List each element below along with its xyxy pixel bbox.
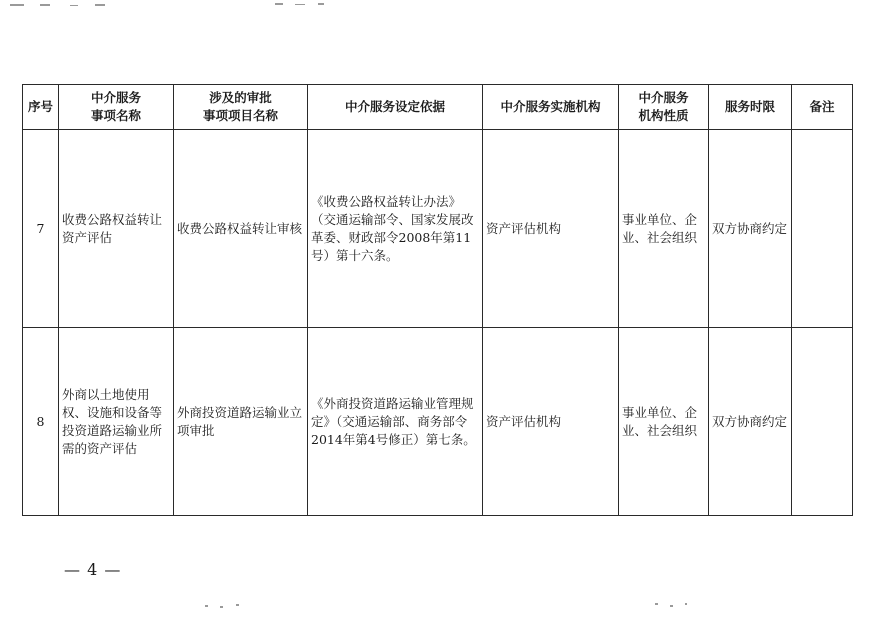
cell-seq: 8 — [23, 328, 59, 516]
header-remarks: 备注 — [792, 85, 853, 130]
header-approval-item: 涉及的审批 事项项目名称 — [174, 85, 308, 130]
header-basis: 中介服务设定依据 — [308, 85, 483, 130]
header-seq: 序号 — [23, 85, 59, 130]
cell-remarks — [792, 328, 853, 516]
cell-service-name: 收费公路权益转让资产评估 — [59, 130, 174, 328]
page-number: — 4 — — [64, 560, 122, 579]
cell-agency: 资产评估机构 — [483, 328, 619, 516]
cell-time-limit: 双方协商约定 — [709, 328, 792, 516]
table-row — [23, 130, 853, 328]
table-row — [23, 328, 853, 516]
cell-agency-nature: 事业单位、企业、社会组织 — [619, 328, 709, 516]
cell-time-limit: 双方协商约定 — [709, 130, 792, 328]
header-service-name: 中介服务 事项名称 — [59, 85, 174, 130]
cell-agency: 资产评估机构 — [483, 130, 619, 328]
header-agency: 中介服务实施机构 — [483, 85, 619, 130]
cell-remarks — [792, 130, 853, 328]
cell-service-name: 外商以土地使用权、设施和设备等投资道路运输业所需的资产评估 — [59, 328, 174, 516]
cell-seq: 7 — [23, 130, 59, 328]
header-agency-nature: 中介服务 机构性质 — [619, 85, 709, 130]
cell-basis: 《收费公路权益转让办法》（交通运输部令、国家发展改革委、财政部令2008年第11号）第十六条。 — [308, 130, 483, 328]
cell-approval-item: 外商投资道路运输业立项审批 — [174, 328, 308, 516]
header-time-limit: 服务时限 — [709, 85, 792, 130]
cell-agency-nature: 事业单位、企业、社会组织 — [619, 130, 709, 328]
intermediary-services-table — [22, 84, 853, 516]
cell-approval-item: 收费公路权益转让审核 — [174, 130, 308, 328]
table-header-row — [23, 85, 853, 130]
cell-basis: 《外商投资道路运输业管理规定》（交通运输部、商务部令2014年第4号修正）第七条。 — [308, 328, 483, 516]
